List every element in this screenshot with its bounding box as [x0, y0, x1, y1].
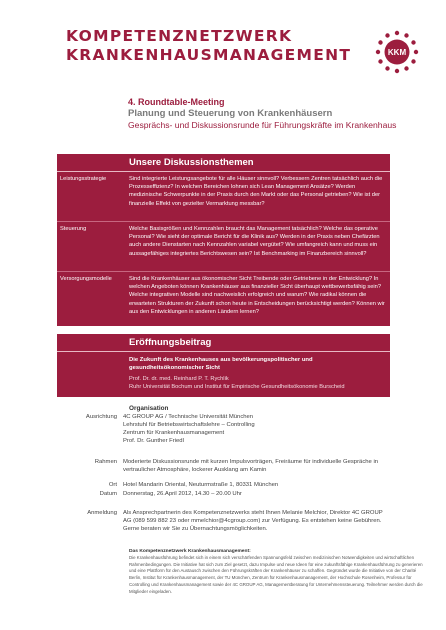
opening-talk-title: Die Zukunft des Krankenhauses aus bevölkerungspolitischer und gesundheitsökonomischer Sicht [129, 357, 313, 371]
kkm-logo [375, 30, 419, 74]
ausrichtung-line: Prof. Dr. Gunther Friedl [123, 438, 184, 444]
kkm-logo-icon [375, 30, 419, 74]
topic-label: Versorgungsmodelle [60, 276, 112, 282]
topic-row [57, 172, 390, 222]
detail-row-rahmen [57, 458, 390, 474]
ausrichtung-line: 4C GROUP AG / Technische Universität München [123, 414, 254, 420]
detail-text [123, 413, 390, 445]
speaker-affiliation: Ruhr Universität Bochum und Institut für Empirische Gesundheitsökonomie Burscheid [129, 384, 345, 390]
topic-label: Steuerung [60, 226, 87, 232]
detail-row-ausrichtung [57, 413, 390, 445]
brand-line-1: KOMPETENZNETZWERK [66, 27, 293, 45]
ausrichtung-line: Lehrstuhl für Betriebswirtschaftslehre – Controlling [123, 422, 255, 428]
brand-line-2: KRANKENHAUSMANAGEMENT [66, 46, 352, 64]
organisation-heading: Organisation [129, 405, 169, 412]
logo-text: KKM [387, 48, 407, 57]
detail-label: Rahmen [94, 459, 117, 465]
detail-label: Anmeldung [87, 510, 117, 516]
ausrichtung-line: Zentrum für Krankenhausmanagement [123, 430, 225, 436]
detail-label: Datum [99, 491, 117, 497]
about-heading: Das Kompetenznetzwerk Krankenhausmanagement: [129, 549, 251, 554]
opening-section [57, 334, 390, 397]
about-section [129, 548, 429, 595]
detail-label: Ausrichtung [85, 414, 117, 420]
topic-text: Welche Basisgrößen und Kennzahlen braucht das Management tatsächlich? Welche das operative Personal? Wie sieht der optimale Bericht für die Klinik aus? Werden in der Praxis neben Chefärzten auch andere Dienstarten nach Kennzahlen variabel vergütet? Wie umfangreich kann und muss ein aussagefähiges integriertes Berichtswesen sein? Ist Benchmarking im Finanzbereich sinnvoll? [129, 226, 380, 257]
event-title-block [128, 96, 443, 131]
detail-text: Donnerstag, 26.April 2012, 14.30 – 20.00 Uhr [123, 491, 242, 497]
event-title: Planung und Steuerung von Krankenhäusern [128, 108, 333, 119]
brand-header [66, 27, 366, 65]
detail-label: Ort [108, 482, 117, 488]
topic-text: Sind die Krankenhäuser aus ökonomischer Sicht Treibende oder Getriebene in der Entwicklung? In welchen Angeboten können Krankenhäuser aus finanzieller Sicht überhaupt wettbewerbsfähig sein? Welche integrativen Modelle sind nachweislich erfolgreich und warum? Wie radikal können die erwarteten Strukturen der Zukunft schon heute in Entscheidungen berücksichtigt werden? Können wir aus den Entwicklungen in anderen Ländern lernen? [129, 276, 385, 315]
speaker-name: Prof. Dr. dr. med. Reinhard P. T. Rychlik [129, 376, 229, 382]
detail-row-datum [57, 490, 390, 498]
event-subtitle: Gesprächs- und Diskussionsrunde für Führungskräfte im Krankenhaus [128, 120, 397, 130]
detail-text: Hotel Mandarin Oriental, Neuturmstraße 1, 80331 München [123, 482, 279, 488]
detail-row-ort [57, 481, 390, 489]
detail-text: Moderierte Diskussionsrunde mit kurzen Impulsvorträgen, Freiräume für individuelle Gespräche in vertraulicher Atmosphäre, lockerer Ausklang am Kamin [123, 459, 379, 473]
topic-text: Sind integrierte Leistungsangebote für alle Häuser sinnvoll? Verbessern Zentren tatsächlich auch die Prozesseffizienz? In welchen Bereichen lohnen sich Lean Management Ansätze? Werden medizinische Schwerpunkte in der Praxis durch den Markt oder das Personal getrieben? Wie ist der finanzielle Effekt von gezielter Vermarktung messbar? [129, 176, 383, 207]
topics-heading: Unsere Diskussionsthemen [57, 154, 390, 172]
detail-row-anmeldung [57, 509, 390, 533]
about-text: Die Krankenhausführung befindet sich in einem sich verschärfenden Spannungsfeld zwischen medizinischen Notwendigkeiten und wirtschaftlichen Rahmenbedingungen. Die Initiative hat sich zum Ziel gesetzt, dazu Impulse und neue Ideen für eine zukunftsfähige Krankenhausführung zu generieren und eine Plattform für den Austausch zwischen den Führungskräften der Krankenhäuser zu schaffen. Gegründet wurde die Initiative von der Charité Berlin, Institut für Krankenhausmanagement, der TU München, Zentrum für Krankenhausmanagement, der Hochschule Rosenheim, Professur für Controlling und Krankenhausmanagement sowie der 4C GROUP AG, Managementberatung für Unternehmenssteuerung. Teilnehmer werden durch die Mitglieder eingeladen. [129, 555, 423, 594]
topic-label: Leistungsstrategie [60, 176, 107, 182]
topic-row [57, 222, 390, 272]
topic-row [57, 272, 390, 325]
opening-heading: Eröffnungsbeitrag [57, 334, 390, 352]
topics-section [57, 154, 390, 326]
opening-body [57, 352, 390, 391]
event-number: 4. Roundtable-Meeting [128, 97, 225, 107]
detail-text: Als Ansprechpartnerin des Kompetenznetzwerks steht Ihnen Melanie Melchior, Direktor 4C GROUP AG (089 599 882 23 oder mmelchior@4cgroup.com) zur Verfügung. Es entstehen keine Gebühren. Gerne beraten wir Sie zu Übernachtungsmöglichkeiten. [123, 510, 383, 532]
